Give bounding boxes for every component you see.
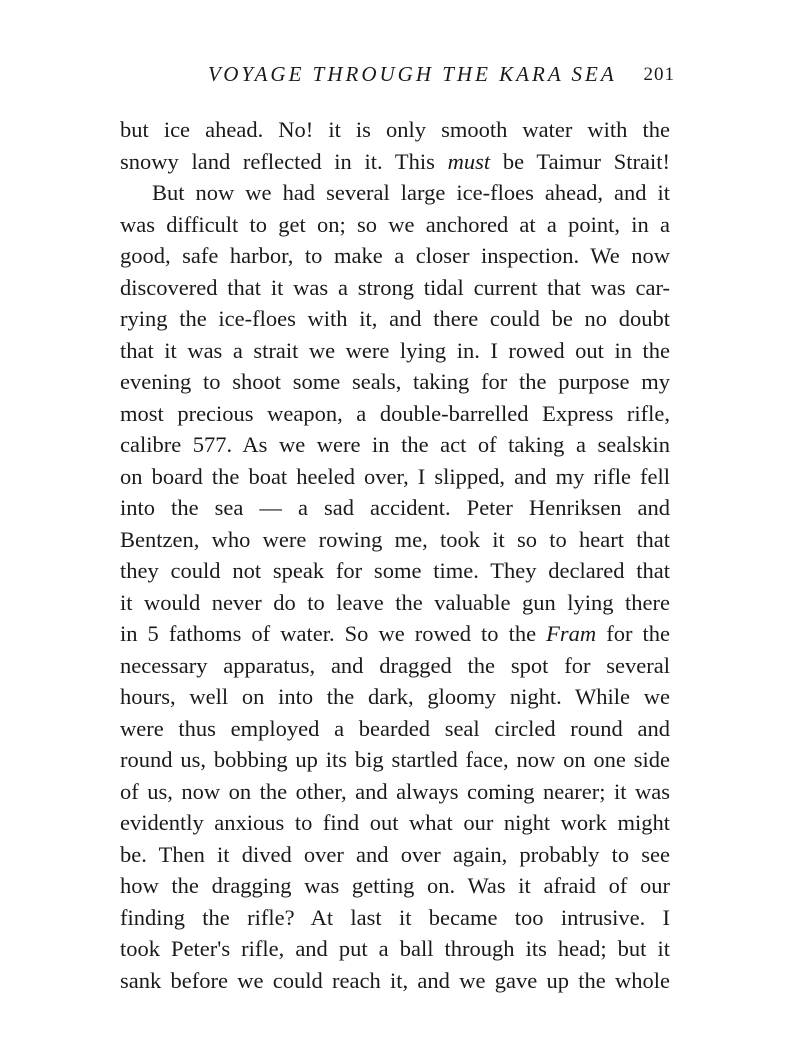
text-line: [120, 713, 670, 745]
text-segment: finding the rifle? At last it became too intrusive. I: [120, 904, 670, 930]
text-line: [120, 146, 670, 178]
text-segment: be. Then it dived over and over again, probably to see: [120, 841, 670, 867]
running-title: VOYAGE THROUGH THE KARA SEA: [208, 62, 617, 86]
text-segment: hours, well on into the dark, gloomy night. While we: [120, 684, 670, 709]
text-segment: be Taimur Strait!: [490, 148, 670, 174]
text-segment: most precious weapon, a double-barrelled Express rifle,: [120, 400, 670, 426]
text-line: [120, 524, 670, 556]
text-segment: on board the boat heeled over, I slipped, and my rifle fell: [120, 463, 670, 489]
text-segment: calibre 577. As we were in the act of taking a sealskin: [120, 432, 670, 457]
text-line: [120, 902, 670, 934]
text-line: [120, 366, 670, 398]
text-segment: good, safe harbor, to make a closer inspection. We now: [120, 243, 670, 268]
text-segment: sank before we could reach it, and we gave up the whole: [120, 967, 670, 993]
text-line: [120, 681, 670, 713]
body-text: [120, 114, 670, 996]
text-line: [120, 429, 670, 461]
text-segment: But now we had several large ice-floes ahead, and it: [152, 180, 670, 205]
text-segment: into the sea — a sad accident. Peter Henriksen and: [120, 495, 670, 520]
text-segment: for the: [596, 621, 670, 646]
text-segment: evidently anxious to find out what our night work might: [120, 810, 670, 835]
text-line: [120, 114, 670, 146]
text-line: [120, 839, 670, 871]
page-number: 201: [643, 64, 675, 85]
text-line: [120, 461, 670, 493]
text-line: [120, 555, 670, 587]
text-line: [120, 335, 670, 367]
text-line: [120, 618, 670, 650]
text-segment: they could not speak for some time. They declared that: [120, 558, 670, 583]
text-line: [120, 587, 670, 619]
text-segment: round us, bobbing up its big startled face, now on one side: [120, 747, 670, 772]
text-line: [120, 807, 670, 839]
text-line: [120, 177, 670, 209]
text-segment: but ice ahead. No! it is only smooth water with the: [120, 117, 670, 142]
text-line: [120, 209, 670, 241]
text-line: [120, 303, 670, 335]
italic-text: Fram: [546, 621, 597, 646]
text-line: [120, 272, 670, 304]
text-line: [120, 776, 670, 808]
text-segment: snowy land reflected in it. This: [120, 148, 448, 174]
text-segment: of us, now on the other, and always coming nearer; it was: [120, 778, 670, 804]
running-head: [120, 62, 675, 92]
text-segment: Bentzen, who were rowing me, took it so to heart that: [120, 526, 670, 552]
text-segment: that it was a strait we were lying in. I rowed out in the: [120, 337, 670, 363]
text-line: [120, 870, 670, 902]
text-segment: it would never do to leave the valuable gun lying there: [120, 589, 670, 615]
text-segment: how the dragging was getting on. Was it afraid of our: [120, 873, 670, 898]
text-segment: discovered that it was a strong tidal current that was car-: [120, 274, 670, 300]
italic-text: must: [447, 148, 491, 174]
text-segment: took Peter's rifle, and put a ball through its head; but it: [120, 936, 670, 961]
text-line: [120, 933, 670, 965]
text-segment: were thus employed a bearded seal circled round and: [120, 715, 670, 741]
text-line: [120, 965, 670, 997]
text-line: [120, 744, 670, 776]
text-segment: evening to shoot some seals, taking for the purpose my: [120, 369, 670, 394]
text-segment: in 5 fathoms of water. So we rowed to the: [120, 621, 547, 646]
text-segment: was difficult to get on; so we anchored at a point, in a: [120, 211, 670, 237]
text-line: [120, 398, 670, 430]
text-line: [120, 650, 670, 682]
text-segment: necessary apparatus, and dragged the spot for several: [120, 652, 670, 678]
text-segment: rying the ice-floes with it, and there could be no doubt: [120, 306, 670, 331]
text-line: [120, 240, 670, 272]
text-line: [120, 492, 670, 524]
